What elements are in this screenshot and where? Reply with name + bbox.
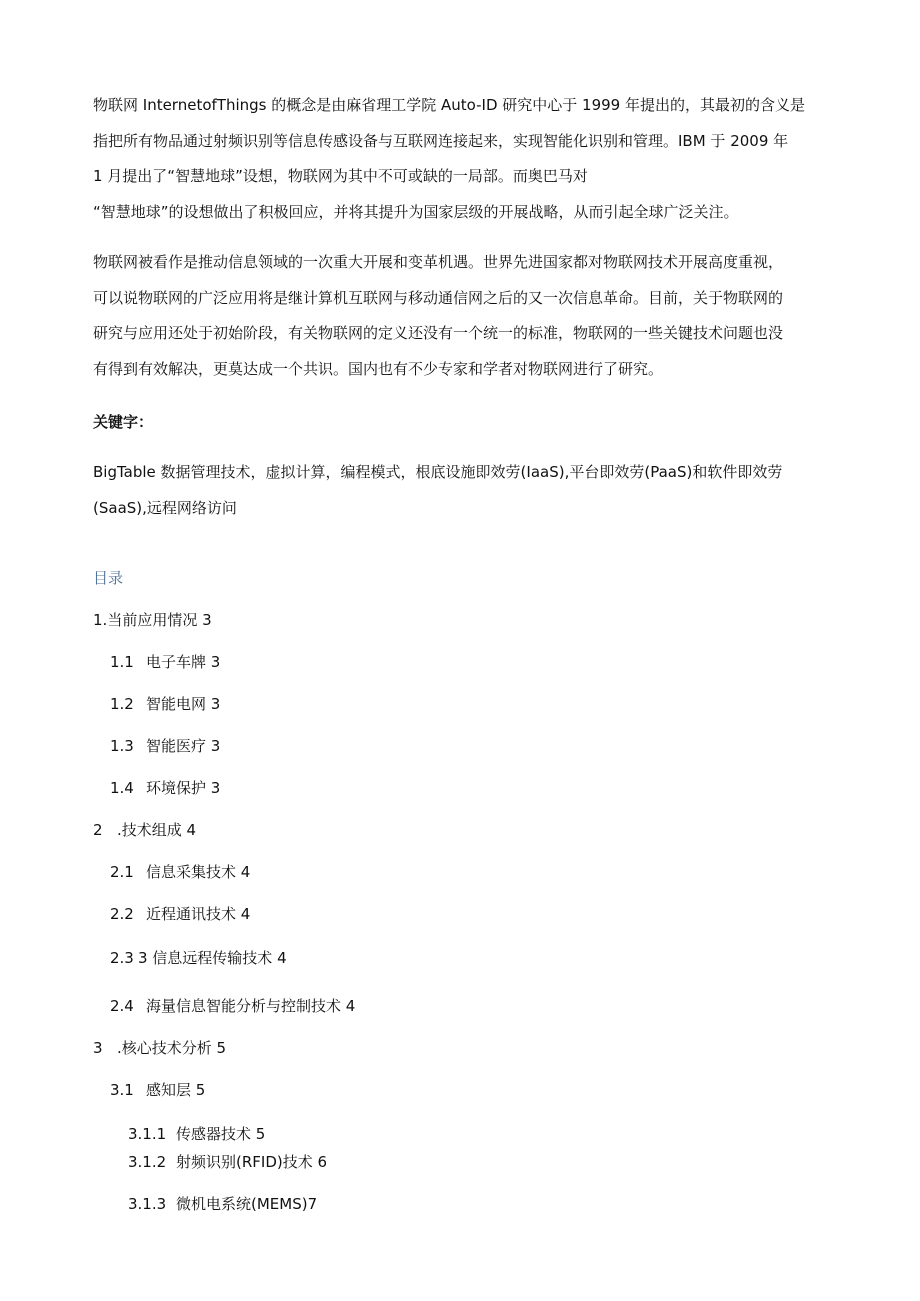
text-line: 有得到有效解决，更莫达成一个共识。国内也有不少专家和学者对物联网进行了研究。 — [93, 359, 664, 378]
toc-entry[interactable] — [128, 1122, 265, 1146]
toc-entry[interactable] — [110, 994, 355, 1018]
intro-paragraph-2 — [93, 245, 809, 387]
toc-entry-number: 2.2 — [110, 905, 134, 923]
toc-entry-text: 微机电系统(MEMS)7 — [176, 1195, 318, 1213]
text-line: 1 月提出了“智慧地球”设想，物联网为其中不可或缺的一局部。而奥巴马对 — [93, 167, 588, 185]
text-line: 可以说物联网的广泛应用将是继计算机互联网与移动通信网之后的又一次信息革命。目前，关于物联网的 — [93, 288, 784, 307]
toc-entry-number: 2.3 — [110, 949, 134, 967]
toc-entry-number: 2 — [93, 821, 103, 839]
toc-entry[interactable] — [110, 946, 287, 970]
toc-entry-text: .技术组成 4 — [117, 821, 197, 839]
toc-entry-text: 海量信息智能分析与控制技术 4 — [146, 997, 356, 1015]
toc-entry-text: 当前应用情况 3 — [107, 611, 212, 629]
toc-entry[interactable] — [110, 776, 220, 800]
keywords-paragraph — [93, 455, 809, 526]
toc-entry[interactable] — [128, 1150, 327, 1174]
text-line: “智慧地球”的设想做出了积极回应，并将其提升为国家层级的开展战略，从而引起全球广泛关注。 — [93, 202, 739, 221]
toc-entry-number: 1. — [93, 611, 108, 629]
toc-entry-number: 2.1 — [110, 863, 134, 881]
text-line: 物联网 InternetofThings 的概念是由麻省理工学院 Auto-ID 研究中心于 1999 年提出的，其最初的含义是 — [93, 96, 805, 114]
text-line: 指把所有物品通过射频识别等信息传感设备与互联网连接起来，实现智能化识别和管理。IBM 于 2009 年 — [93, 131, 789, 150]
toc-entry-number: 3 — [93, 1039, 103, 1057]
toc-heading: 目录 — [93, 569, 124, 587]
toc-entry-number: 3.1.2 — [128, 1153, 167, 1171]
toc-entry-text: 环境保护 3 — [146, 779, 221, 797]
toc-entry-text: 感知层 5 — [146, 1081, 206, 1099]
toc-entry-text: 近程通讯技术 4 — [146, 905, 251, 923]
toc-entry-number: 3.1 — [110, 1081, 134, 1099]
toc-entry[interactable] — [110, 734, 220, 758]
toc-entry-number: 3.1.3 — [128, 1195, 167, 1213]
toc-entry-text: 3 信息远程传输技术 4 — [138, 949, 287, 967]
toc-entry[interactable] — [110, 692, 220, 716]
toc-entry[interactable] — [110, 860, 250, 884]
toc-entry-number: 1.3 — [110, 737, 134, 755]
toc-entry-text: .核心技术分析 5 — [117, 1039, 227, 1057]
text-line: (SaaS),远程网络访问 — [93, 498, 237, 517]
toc-entry-text: 射频识别(RFID)技术 6 — [176, 1153, 328, 1171]
toc-entry[interactable] — [93, 608, 212, 632]
toc-entry-text: 电子车牌 3 — [146, 653, 221, 671]
toc-entry-number: 3.1.1 — [128, 1125, 167, 1143]
toc-entry[interactable] — [93, 818, 196, 842]
toc-entry-text: 智能医疗 3 — [146, 737, 221, 755]
toc-entry-text: 信息采集技术 4 — [146, 863, 251, 881]
text-line: 物联网被看作是推动信息领域的一次重大开展和变革机遇。世界先进国家都对物联网技术开展高度重视， — [93, 253, 784, 271]
toc-entry-number: 1.1 — [110, 653, 134, 671]
keywords-heading: 关键字： — [93, 413, 154, 431]
text-line: BigTable 数据管理技术，虚拟计算，编程模式，根底设施即效劳(IaaS),平台即效劳(PaaS)和软件即效劳 — [93, 463, 783, 481]
intro-paragraph-1 — [93, 88, 809, 230]
toc-entry[interactable] — [93, 1036, 226, 1060]
text-line: 研究与应用还处于初始阶段，有关物联网的定义还没有一个统一的标准，物联网的一些关键技术问题也没 — [93, 324, 784, 342]
toc-entry[interactable] — [110, 1078, 205, 1102]
toc-entry[interactable] — [128, 1192, 317, 1216]
toc-entry-number: 2.4 — [110, 997, 134, 1015]
toc-entry-number: 1.4 — [110, 779, 134, 797]
toc-entry-number: 1.2 — [110, 695, 134, 713]
toc-entry[interactable] — [110, 902, 250, 926]
toc-entry[interactable] — [110, 650, 220, 674]
toc-entry-text: 智能电网 3 — [146, 695, 221, 713]
toc-entry-text: 传感器技术 5 — [176, 1125, 266, 1143]
